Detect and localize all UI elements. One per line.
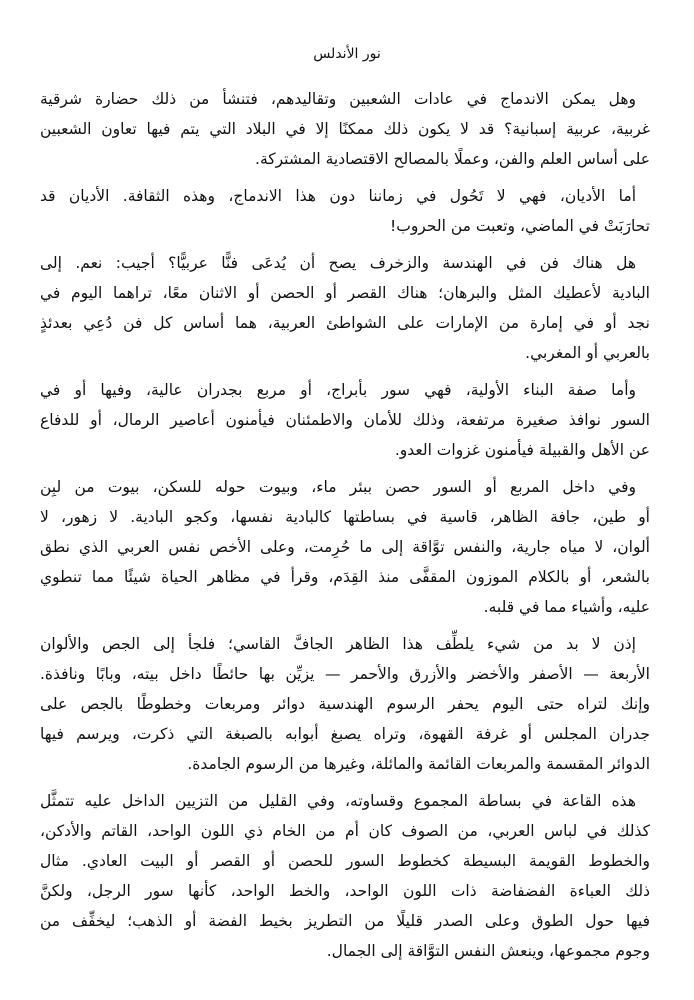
text-line: غربية، عربية إسبانية؟ قد لا يكون ذلك ممكنًا إلا في البلاد التي يتم فيها تعاون الشعبين [40,120,650,138]
text-line: كذلك في لباس العربي، من الصوف كان أم من الخام ذي اللون الواحد، القاتم والأدكن، [40,822,650,840]
text-line: وهل يمكن الاندماج في عادات الشعبين وتقاليدهم، فتنشأ من ذلك حضارة شرقية [40,90,636,108]
paragraph [40,248,650,368]
paragraph [40,786,650,966]
paragraph [40,181,650,241]
text-line: على أساس العلم والفن، وعملًا بالمصالح الاقتصادية المشتركة. [255,150,650,168]
text-line: وفي داخل المربع أو السور حصن ببئر ماء، وبيوت حوله للسكن، بيوت من لبِن [40,478,636,496]
text-line: هل هناك فن في الهندسة والزخرف يصح أن يُدعَى فنًّا عربيًّا؟ أجيب: نعم. إلى [40,254,636,272]
text-line: وجوم مجموعها، وينعش النفس التوَّاقة إلى الجمال. [326,942,650,960]
text-line: بالعربي أو المغربي. [525,344,650,362]
text-line: تحارَبَتْ في الماضي، وتعبت من الحروب! [390,217,650,235]
text-line: والخطوط القويمة البسيطة كخطوط السور للحصن أو القصر أو البيت العادي. مثال [40,852,650,870]
text-line: الدوائر المقسمة والمربعات القائمة والمائلة، وغيرها من الرسوم الجامدة. [187,755,650,773]
text-line: عن الأهل والقبيلة فيأمنون غزوات العدو. [394,441,650,459]
paragraph [40,472,650,622]
text-line: نجد أو في إمارة من الإمارات على الشواطئ العربية، هما أساس كل فن دُعِي بعدئذٍ [40,314,650,332]
text-line: عليه، وأشياء مما في قلبه. [483,598,650,616]
text-line: هذه القاعة في بساطة المجموع وقساوته، وفي القليل من التزيين الداخل عليه تتمثَّل [40,792,636,810]
text-line: السور نوافذ صغيرة مرتفعة، وذلك للأمان والاطمئنان فيأمنون أعاصير الرمال، أو للدفاع [40,411,650,429]
body-text [40,84,650,973]
running-head: نور الأندلس [313,46,381,62]
paragraph [40,84,650,174]
text-line: أو طين، جافة الظاهر، قاسية في بساطتها كالبادية نفسها، وكجو البادية. لا زهور، لا [40,508,650,526]
text-line: البادية لأعطيك المثل والبرهان؛ هناك القصر أو الحصن أو الاثنان معًا، تراهما اليوم في [40,284,650,302]
paragraph [40,629,650,779]
paragraph [40,375,650,465]
text-line: وأما صفة البناء الأولية، فهي سور بأبراج، أو مربع بجدران عالية، وفيها أو في [40,381,636,399]
text-line: ذلك العباءة الفضفاضة ذات اللون الواحد، والخط الواحد، كأنها سور الرجل، ولكنَّ [40,882,650,900]
text-line: بالشعر، أو بالكلام الموزون المقفَّى منذ القِدَم، وقرأ في مظاهر الحياة شيئًا مما تنطوي [40,568,650,586]
text-line: إذن لا بد من شيء يلطِّف هذا الظاهر الجافَّ القاسي؛ فلجأ إلى الجص والألوان [40,635,636,653]
text-line: أما الأديان، فهي لا تَحُول في زماننا دون هذا الاندماج، وهذه الثقافة. الأديان قد [40,187,636,205]
text-line: وإنك لتراه حتى اليوم يحفر الرسوم الهندسية دوائر ومربعات وخطوطًا بالجص على [40,695,650,713]
text-line: جدران المجلس أو غرفة القهوة، وتراه يصبغ أبوابه بالصبغة التي ذكرت، ويرسم فيها [40,725,650,743]
text-line: ألوان، لا مياه جارية، والنفس توَّاقة إلى ما حُرِمت، وعلى الأخص نفس العربي الذي نطق [40,538,650,556]
text-line: الأربعة — الأصفر والأخضر والأزرق والأحمر — يزيِّن بها حائطًا داخل بيته، وبابًا ونافذة. [40,665,650,683]
text-line: فيها حول الطوق وعلى الصدر قليلًا من التطريز بخيط الفضة أو الذهب؛ ليخفِّف من [40,912,650,930]
